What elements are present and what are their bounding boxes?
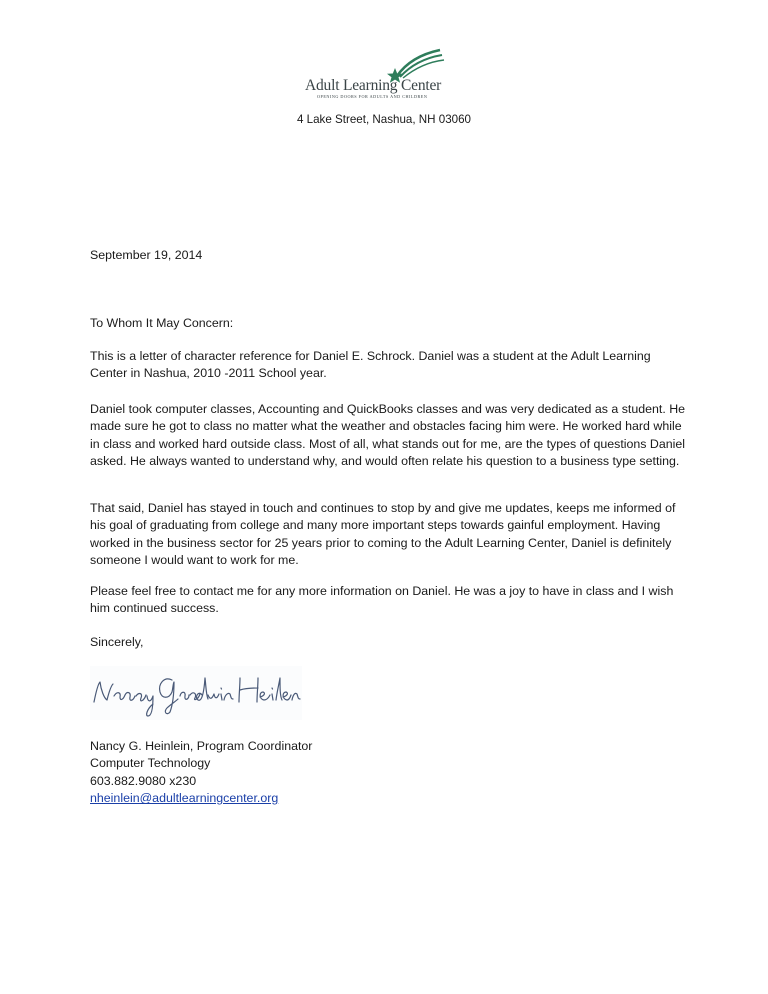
org-tagline: OPENING DOORS FOR ADULTS AND CHILDREN (317, 94, 428, 99)
paragraph-4: Please feel free to contact me for any more information on Daniel. He was a joy to have in class and I wish him continued success. (90, 584, 674, 616)
letterhead-logo (300, 46, 480, 102)
salutation: To Whom It May Concern: (90, 316, 234, 330)
signatory-name-title: Nancy G. Heinlein, Program Coordinator (90, 739, 313, 753)
paragraph-1: This is a letter of character reference for Daniel E. Schrock. Daniel was a student at the Adult Learning Center in Nashua, 2010 -2011 School year. (90, 349, 651, 381)
closing: Sincerely, (90, 635, 144, 649)
signatory-phone: 603.882.9080 x230 (90, 773, 197, 788)
paragraph-2: Daniel took computer classes, Accounting and QuickBooks classes and was very dedicated as a student. He made sure he got to class no matter what the weather and obstacles facing him were. He worked hard while in class and worked hard outside class. Most of all, what stands out for me, are the types of questions Daniel asked. He always wanted to understand why, and would often relate his question to a business type setting. (90, 402, 686, 469)
letterhead-address: 4 Lake Street, Nashua, NH 03060 (296, 113, 471, 126)
org-name: Adult Learning Center (305, 77, 442, 94)
signatory-department: Computer Technology (90, 756, 211, 771)
paragraph-3: That said, Daniel has stayed in touch and continues to stop by and give me updates, keeps me informed of his goal of graduating from college and many more important steps towards gainful employment. Having worked in the business sector for 25 years prior to coming to the Adult Learning Center, Daniel is definitely someone I would want to work for me. (90, 501, 676, 568)
signatory-email-link[interactable]: nheinlein@adultlearningcenter.org (90, 791, 279, 806)
handwritten-signature (90, 666, 302, 720)
signatory-block (90, 738, 690, 808)
letter-date: September 19, 2014 (90, 248, 203, 262)
